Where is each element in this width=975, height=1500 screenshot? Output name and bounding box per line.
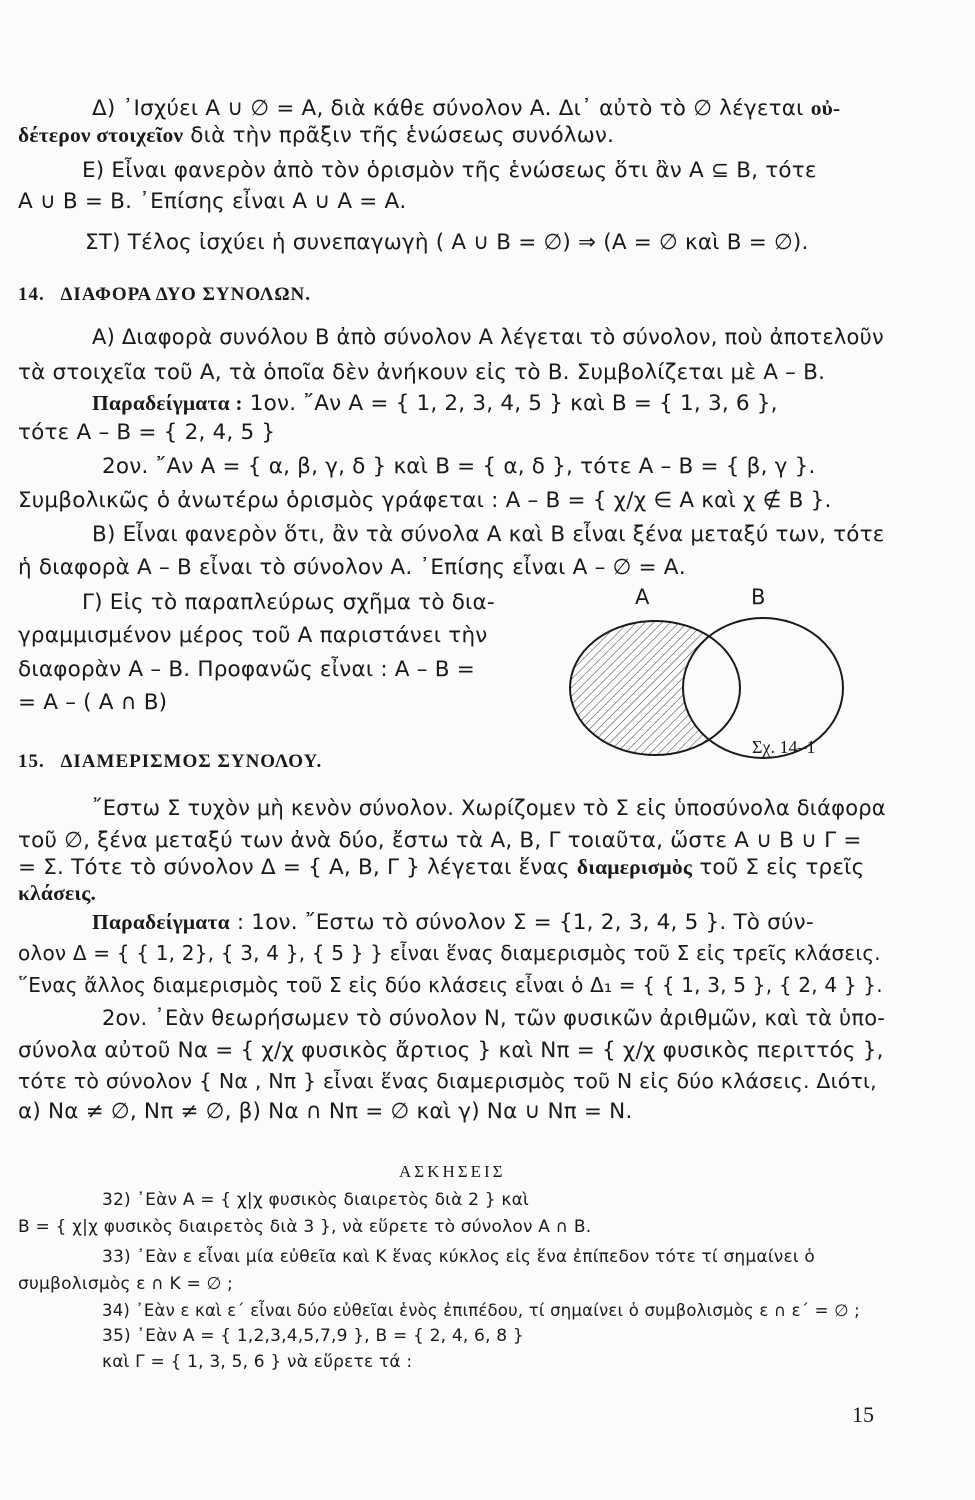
text-run: καὶ Γ = { 1, 3, 5, 6 } νὰ εὕρετε τά : <box>102 1352 413 1372</box>
text-line <box>18 125 614 147</box>
text-line <box>18 943 881 963</box>
bold-term: διαμερισμὸς <box>576 855 693 879</box>
text-run: 32) ᾿Εὰν Α = { χ|χ φυσικὸς διαιρετὸς διὰ 2 } καὶ <box>102 1190 529 1210</box>
text-run: 1ον. ῎Αν Α = { 1, 2, 3, 4, 5 } καὶ Β = { 1, 3, 6 }, <box>242 391 778 416</box>
text-run: 2ον. ῎Αν Α = { α, β, γ, δ } καὶ Β = { α, δ }, τότε Α – Β = { β, γ }. <box>102 454 816 479</box>
text-run: 2ον. ᾿Εὰν θεωρήσωμεν τὸ σύνολον Ν, τῶν φυσικῶν ἀριθμῶν, καὶ τὰ ὑπο- <box>102 1006 886 1030</box>
text-line <box>18 362 825 384</box>
text-run: Α) Διαφορὰ συνόλου Β ἀπὸ σύνολον Α λέγεται τὸ σύνολον, ποὺ ἀποτελοῦν <box>92 325 884 349</box>
text-run: 34) ᾿Εὰν ε καὶ ε΄ εἶναι δύο εὐθεῖαι ἑνὸς ἐπιπέδου, τί σημαίνει ὁ συμβολισμὸς ε ∩ ε΄ = ∅ ; <box>102 1301 860 1320</box>
text-line <box>18 883 96 905</box>
text-run: : 1ον. ῎Εστω τὸ σύνολον Σ = {1, 2, 3, 4, 5 }. Τὸ σύν- <box>229 910 814 935</box>
text-line <box>18 1040 884 1062</box>
text-line <box>92 393 778 415</box>
text-line <box>18 830 862 852</box>
section-15-title: ΔΙΑΜΕΡΙΣΜΟΣ ΣΥΝΟΛΟΥ. <box>60 751 323 772</box>
text-run: ΣΤ) Τέλος ἰσχύει ἡ συνεπαγωγὴ ( Α ∪ Β = ∅) ⇒ (Α = ∅ καὶ Β = ∅). <box>85 230 809 255</box>
text-run: τοῦ ∅, ξένα μεταξύ των ἀνὰ δύο, ἔστω τὰ Α, Β, Γ τοιαῦτα, ὥστε Α ∪ Β ∪ Γ = <box>18 828 862 853</box>
text-run: τότε Α – Β = { 2, 4, 5 } <box>18 420 276 445</box>
text-line <box>102 456 816 478</box>
text-line <box>92 912 814 934</box>
text-line <box>102 1303 860 1320</box>
text-run: τότε τὸ σύνολον { Να , Νπ } εἶναι ἕνας διαμερισμὸς τοῦ Ν εἰς δύο κλάσεις. Διότι, <box>18 1069 877 1093</box>
text-run: ἡ διαφορὰ Α – Β εἶναι τὸ σύνολον Α. ᾿Επίσης εἶναι Α – ∅ = Α. <box>18 555 686 580</box>
venn-svg <box>555 585 845 760</box>
text-run: Γ) Εἰς τὸ παραπλεύρως σχῆμα τὸ δια- <box>82 590 495 615</box>
text-line <box>18 1071 877 1092</box>
exercises-title: ΑΣΚΗΣΕΙΣ <box>399 1162 506 1181</box>
text-run: Β = { χ|χ φυσικὸς διαιρετὸς διὰ 3 }, νὰ εὕρετε τὸ σύνολον Α ∩ Β. <box>18 1217 592 1237</box>
text-line <box>102 1249 815 1266</box>
bold-term: Παραδείγματα : <box>92 391 243 415</box>
text-run: διαφορὰν Α – Β. Προφανῶς εἶναι : Α – Β = <box>18 657 475 682</box>
text-line <box>102 1008 885 1029</box>
text-line <box>18 659 475 681</box>
text-line <box>18 857 864 879</box>
text-run: Ε) Εἶναι φανερὸν ἀπὸ τὸν ὁρισμὸν τῆς ἑνώσεως ὅτι ἂν Α ⊆ Β, τότε <box>82 158 817 183</box>
text-run: γραμμισμένον μέρος τοῦ Α παριστάνει τὴν <box>18 623 488 648</box>
text-line <box>102 1192 529 1209</box>
text-line <box>18 625 487 647</box>
text-run: α) Να ≠ ∅, Νπ ≠ ∅, β) Να ∩ Νπ = ∅ καὶ γ) Να ∪ Νπ = Ν. <box>18 1099 633 1124</box>
figure-caption: Σχ. 14–1 <box>752 737 816 757</box>
text-line <box>18 422 275 444</box>
text-run: = Α – ( Α ∩ Β) <box>18 690 168 715</box>
text-line <box>18 490 832 512</box>
text-run: 35) ᾿Εὰν Α = { 1,2,3,4,5,7,9 }, Β = { 2, 4, 6, 8 } <box>102 1326 524 1346</box>
text-line <box>18 975 883 995</box>
bold-term: δέτερον στοιχεῖον <box>18 123 184 147</box>
venn-diagram <box>555 585 845 760</box>
section-14-heading <box>18 285 311 304</box>
bold-term: Παραδείγματα <box>92 910 230 934</box>
section-14-number: 14. <box>18 284 45 305</box>
text-line <box>18 1276 233 1293</box>
text-line <box>102 1354 412 1371</box>
text-run: = Σ. Τότε τὸ σύνολον Δ = { Α, Β, Γ } λέγεται ἕνας <box>18 855 577 880</box>
text-line <box>102 1328 524 1345</box>
text-line <box>92 798 886 819</box>
text-line <box>82 160 817 182</box>
text-line <box>85 232 809 254</box>
text-line <box>82 592 495 614</box>
text-run: συμβολισμὸς ε ∩ Κ = ∅ ; <box>18 1274 234 1294</box>
bold-term: οὐ- <box>810 96 841 120</box>
text-line <box>92 524 885 546</box>
venn-label-a: Α <box>635 585 650 609</box>
text-run: τὰ στοιχεῖα τοῦ Α, τὰ ὁποῖα δὲν ἀνήκουν εἰς τὸ Β. Συμβολίζεται μὲ Α – Β. <box>18 360 826 385</box>
section-14-title: ΔΙΑΦΟΡΑ ΔΥΟ ΣΥΝΟΛΩΝ. <box>60 284 312 305</box>
text-line <box>18 191 406 213</box>
section-15-heading <box>18 752 322 771</box>
text-run: Συμβολικῶς ὁ ἀνωτέρω ὁρισμὸς γράφεται : Α – Β = { χ/χ ∈ Α καὶ χ ∉ Β }. <box>18 488 832 513</box>
text-run: διὰ τὴν πρᾶξιν τῆς ἑνώσεως συνόλων. <box>183 123 615 148</box>
venn-label-b: Β <box>751 585 766 609</box>
text-run: Δ) ᾿Ισχύει Α ∪ ∅ = Α, διὰ κάθε σύνολον Α. Δι᾿ αὐτὸ τὸ ∅ λέγεται <box>92 96 811 121</box>
text-run: Β) Εἶναι φανερὸν ὅτι, ἂν τὰ σύνολα Α καὶ Β εἶναι ξένα μεταξύ των, τότε <box>92 522 885 547</box>
text-run: ολον Δ = { { 1, 2}, { 3, 4 }, { 5 } } εἶναι ἕνας διαμερισμὸς τοῦ Σ εἰς τρεῖς κλάσεις. <box>18 941 881 965</box>
text-line <box>92 327 884 348</box>
text-line <box>18 557 686 579</box>
section-15-number: 15. <box>18 751 45 772</box>
text-run: 33) ᾿Εὰν ε εἶναι μία εὐθεῖα καὶ Κ ἕνας κύκλος εἰς ἕνα ἐπίπεδον τότε τί σημαίνει ὁ <box>102 1247 816 1267</box>
text-line <box>18 1101 633 1123</box>
text-line <box>18 1219 591 1236</box>
venn-hatched-region <box>555 585 845 760</box>
text-line <box>92 98 840 120</box>
text-run: Α ∪ Β = Β. ᾿Επίσης εἶναι Α ∪ Α = Α. <box>18 189 407 214</box>
bold-term: κλάσεις. <box>18 881 97 905</box>
text-run: τοῦ Σ εἰς τρεῖς <box>692 855 865 880</box>
text-line <box>18 692 167 714</box>
page-number: 15 <box>852 1402 874 1427</box>
text-run: ῎Εστω Σ τυχὸν μὴ κενὸν σύνολον. Χωρίζομεν τὸ Σ εἰς ὑποσύνολα διάφορα <box>92 796 886 820</box>
text-run: ῞Ενας ἄλλος διαμερισμὸς τοῦ Σ εἰς δύο κλάσεις εἶναι ὁ Δ₁ = { { 1, 3, 5 }, { 2, 4 } }. <box>18 973 883 997</box>
text-run: σύνολα αὐτοῦ Να = { χ/χ φυσικὸς ἄρτιος } καὶ Νπ = { χ/χ φυσικὸς περιττός }, <box>18 1038 884 1063</box>
